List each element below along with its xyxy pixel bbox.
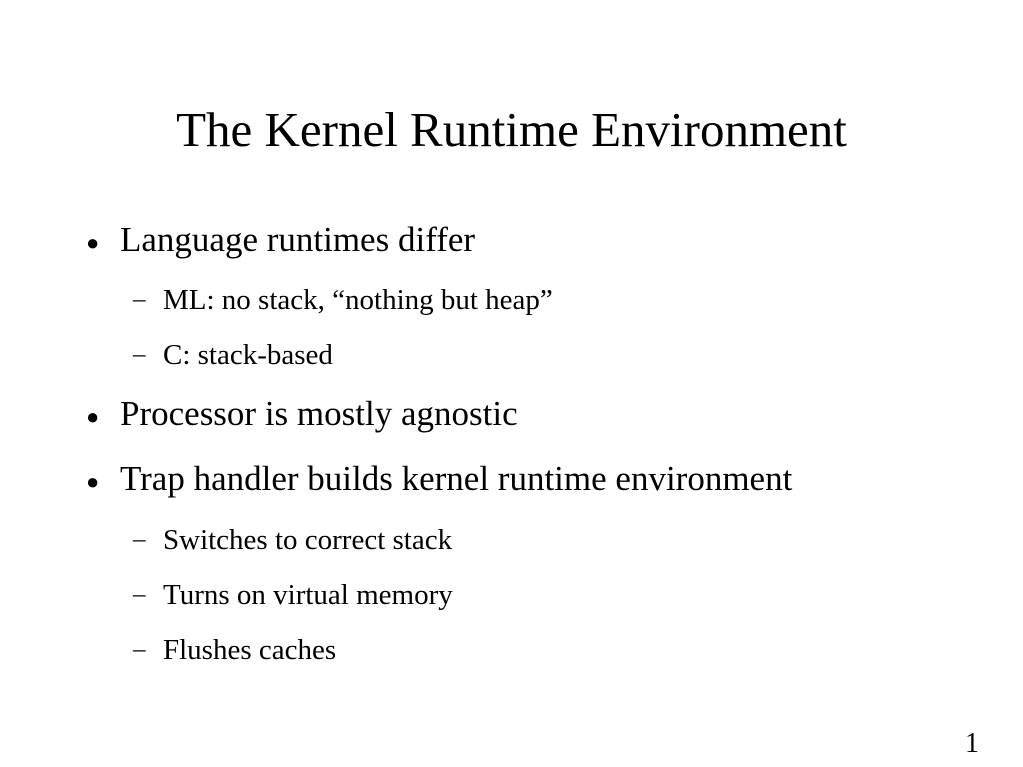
sub-bullet-marker: – [133,341,146,368]
sub-bullet-marker: – [133,526,146,553]
sub-bullet-text: C: stack-based [163,339,333,371]
sub-bullet-marker: – [133,636,146,663]
bullet-text: Language runtimes differ [120,220,476,259]
bullet-marker: ● [86,469,100,494]
sub-bullet-text: ML: no stack, “nothing but heap” [163,284,553,316]
sub-bullet-text: Turns on virtual memory [163,579,453,611]
sub-bullet-text: Switches to correct stack [163,524,453,556]
sub-bullet-marker: – [133,286,146,313]
bullet-text: Processor is mostly agnostic [120,394,518,433]
sub-bullet-marker: – [133,581,146,608]
page-number: 1 [965,728,979,759]
bullet-marker: ● [86,230,100,255]
slide-title: The Kernel Runtime Environment [176,102,847,157]
bullet-text: Trap handler builds kernel runtime environment [120,459,793,498]
sub-bullet-text: Flushes caches [163,634,337,666]
bullet-marker: ● [86,404,100,429]
